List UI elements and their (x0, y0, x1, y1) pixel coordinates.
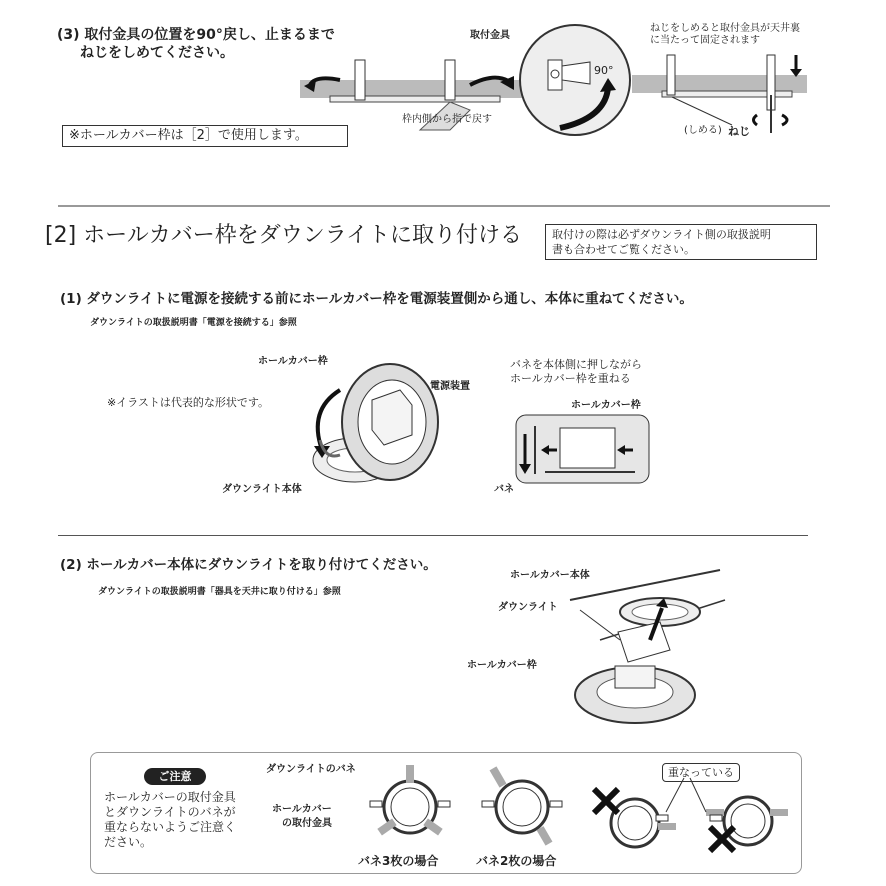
case2-diagram (482, 765, 562, 845)
body-label: ダウンライト本体 (222, 484, 302, 495)
spring-press-illustration (515, 414, 650, 484)
screw-label: ねじ (728, 125, 750, 138)
bracket-label: 取付金具 (470, 30, 510, 41)
step3-line1: (3) 取付金具の位置を90°戻し、止まるまで (57, 27, 335, 43)
case3-label: バネ3枚の場合 (358, 854, 439, 868)
step1-ref: ダウンライトの取扱説明書「電源を接続する」参照 (90, 318, 297, 328)
section2-title: [2] ホールカバー枠をダウンライトに取り付ける (45, 223, 523, 248)
step1-text: (1) ダウンライトに電源を接続する前にホールカバー枠を電源装置側から通し、本体に重ねてください。 (60, 291, 693, 307)
downlight-label: ダウンライト (498, 602, 558, 613)
frame2-label: ホールカバー枠 (571, 400, 641, 411)
case3-diagram (370, 765, 450, 845)
cover-body-label: ホールカバー本体 (510, 570, 590, 581)
notice-line1: 取付けの際は必ずダウンライト側の取扱説明 (552, 228, 771, 241)
caution-spring-label: ダウンライトのバネ (266, 764, 356, 775)
downlight-install-illustration (560, 570, 730, 730)
step2-text: (2) ホールカバー本体にダウンライトを取り付けてください。 (60, 557, 437, 573)
bracket-zoom-illustration (520, 18, 630, 148)
caution-badge: ご注意 (144, 768, 206, 785)
section-divider (58, 205, 830, 207)
spring-note-line1: バネを本体側に押しながら (510, 358, 642, 371)
caution-line-4: ださい。 (104, 835, 153, 849)
caution-bracket-line2: の取付金具 (282, 818, 332, 829)
screw-tighten-illustration (632, 45, 807, 135)
caution-body (104, 790, 236, 850)
notice-line2: 書も合わせてご覧ください。 (552, 243, 695, 256)
fix-note-line2: に当たって固定されます (650, 35, 760, 46)
spring-label: バネ (494, 484, 514, 495)
finger-label: 枠内側から指で戻す (402, 114, 492, 125)
fix-note-line1: ねじをしめると取付金具が天井裏 (650, 23, 800, 34)
frame3-label: ホールカバー枠 (467, 660, 537, 671)
step-divider (58, 535, 808, 536)
power-label: 電源装置 (430, 381, 470, 392)
frame-label: ホールカバー枠 (258, 356, 328, 367)
caution-line-1: ホールカバーの取付金具 (104, 790, 236, 804)
caution-line-2: とダウンライトのバネが (104, 805, 236, 819)
step3-line2: ねじをしめてください。 (80, 45, 234, 61)
illust-note: ※イラストは代表的な形状です。 (107, 396, 270, 409)
spring-note-line2: ホールカバー枠を重ねる (510, 372, 631, 385)
caution-line-3: 重ならないようご注意く (104, 820, 237, 834)
tighten-label: (しめる) (684, 125, 722, 136)
step2-ref: ダウンライトの取扱説明書「器具を天井に取り付ける」参照 (98, 587, 341, 597)
frame-thread-illustration (300, 360, 450, 490)
overlap-label: 重なっている (662, 763, 740, 782)
notice-box (545, 224, 817, 260)
caution-bracket-line1: ホールカバー (272, 804, 332, 815)
angle-label: 90° (594, 64, 614, 77)
overlap-pointer (660, 778, 720, 818)
case2-label: バネ2枚の場合 (476, 854, 557, 868)
usage-note: ※ホールカバー枠は［2］で使用します。 (69, 128, 308, 143)
